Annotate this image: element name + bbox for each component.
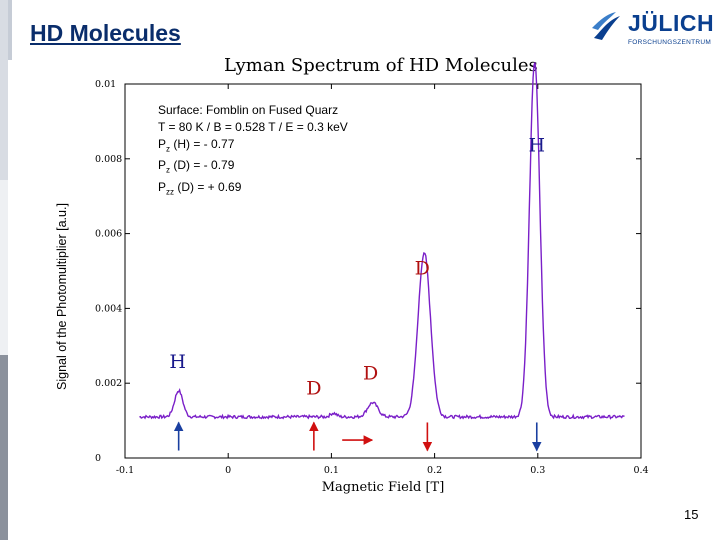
slide-title: HD Molecules xyxy=(30,20,181,46)
peak-label: D xyxy=(414,257,430,280)
x-tick-label: 0.4 xyxy=(633,465,649,476)
y-tick-label: 0.008 xyxy=(95,153,123,165)
x-tick-label: 0.3 xyxy=(530,465,546,476)
peak-label: H xyxy=(528,134,546,157)
page-number: 15 xyxy=(684,507,699,522)
logo-text: JÜLICH xyxy=(628,10,715,36)
spectrum-series xyxy=(139,63,624,419)
y-tick-label: 0.01 xyxy=(95,79,117,90)
x-tick-label: 0 xyxy=(225,465,232,476)
peak-label: D xyxy=(306,377,322,400)
x-tick-label: 0.1 xyxy=(323,465,339,476)
chart-title: Lyman Spectrum of HD Molecules xyxy=(224,55,538,76)
annotation-line-2: T = 80 K / B = 0.528 T / E = 0.3 keV xyxy=(158,120,348,134)
annotation-line-3: $P_z$ (H) = - 0.77 xyxy=(158,137,235,154)
y-tick-label: 0 xyxy=(95,453,102,464)
annotation-line-5: $P_{zz}$ (D) = + 0.69 xyxy=(158,179,242,197)
x-tick-label: 0.2 xyxy=(427,465,443,476)
y-tick-label: 0.006 xyxy=(95,228,123,240)
plot-frame xyxy=(125,84,641,458)
logo-subtext: FORSCHUNGSZENTRUM xyxy=(628,39,712,46)
y-tick-label: 0.002 xyxy=(95,378,123,390)
annotation-line-4: $P_z$ (D) = - 0.79 xyxy=(158,158,235,175)
x-axis-label: Magnetic Field [T] xyxy=(321,480,445,495)
y-axis-label: Signal of the Photomultiplier [a.u.] xyxy=(55,203,69,390)
peak-label: D xyxy=(362,362,379,385)
peak-label: H xyxy=(169,351,186,374)
y-tick-label: 0.004 xyxy=(95,303,123,315)
annotation-line-1: Surface: Fomblin on Fused Quarz xyxy=(158,103,339,117)
x-tick-label: -0.1 xyxy=(115,465,135,476)
